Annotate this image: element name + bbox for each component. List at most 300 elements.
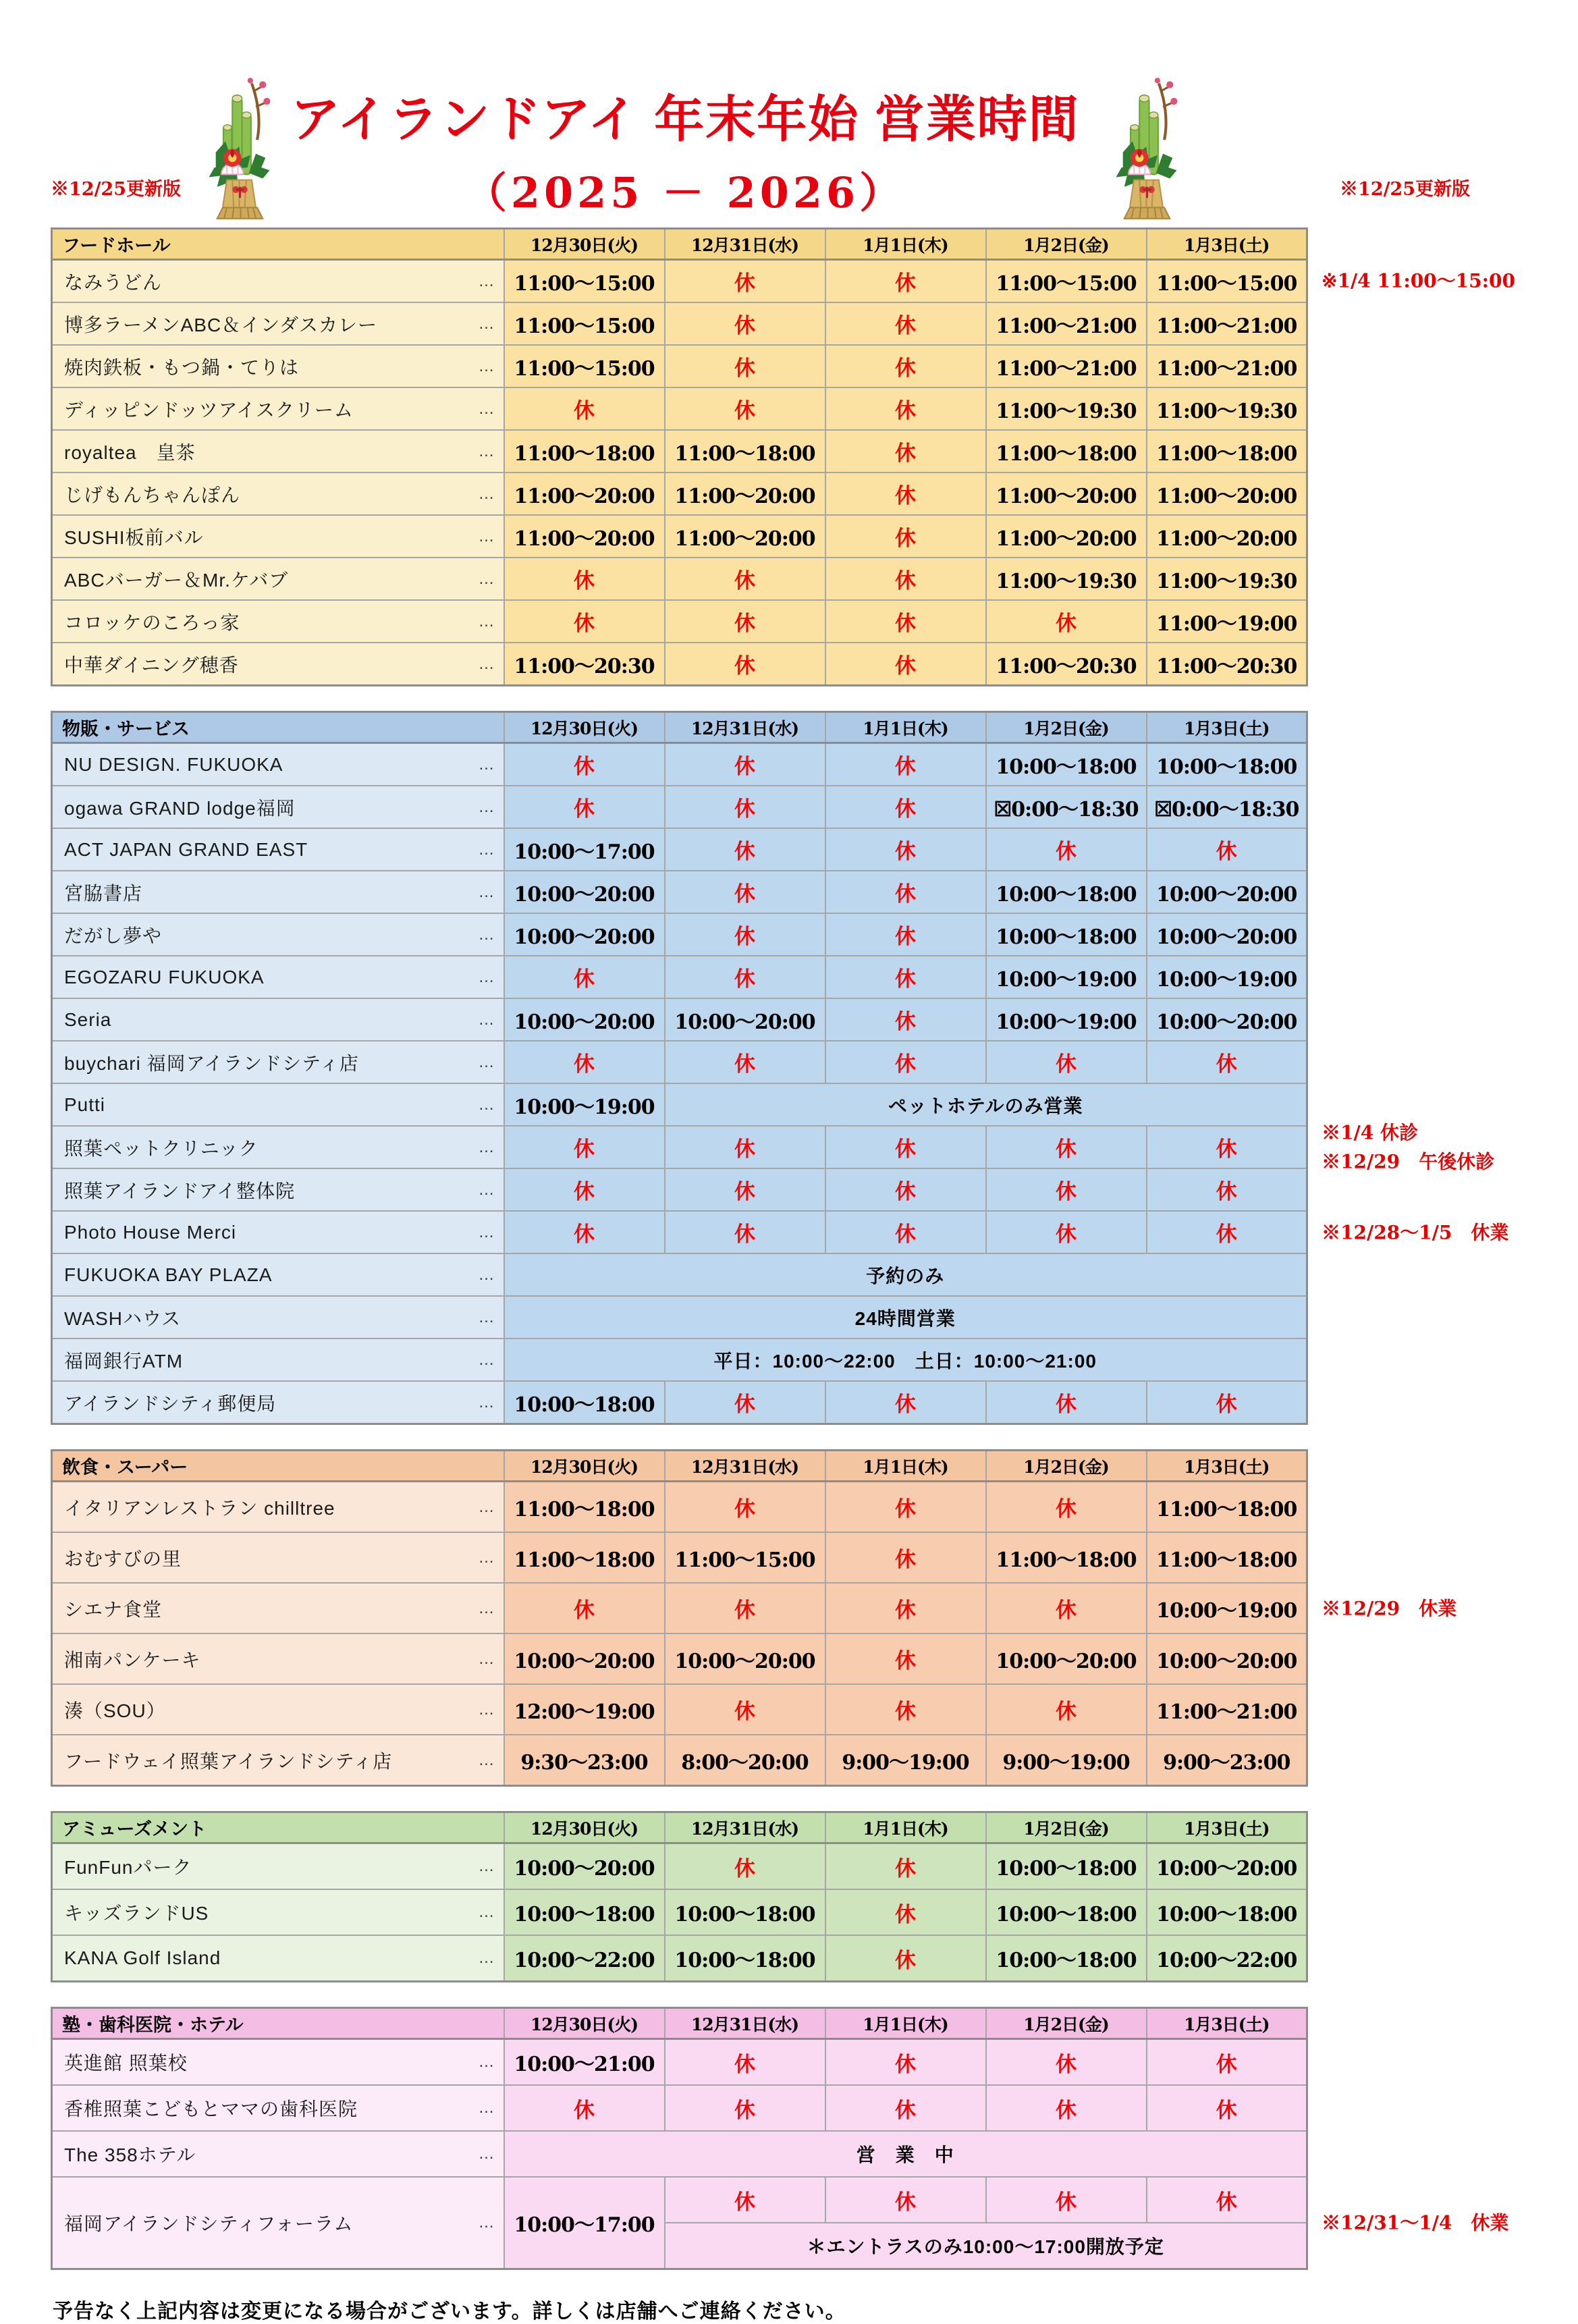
schedule-cell-closed: 休 xyxy=(825,515,986,558)
schedule-cell: 11:00～15:00 xyxy=(504,345,665,387)
schedule-cell: 10:00～18:00 xyxy=(986,1843,1147,1890)
date-column-header: 1月1日(木) xyxy=(825,1451,986,1482)
schedule-cell: 10:00～20:00 xyxy=(1147,913,1307,956)
schedule-cell: 11:00～18:00 xyxy=(504,430,665,472)
store-name xyxy=(53,1747,503,1774)
ellipsis-dots: … xyxy=(478,484,495,503)
store-name-label: 宮脇書店 xyxy=(64,882,143,904)
store-name xyxy=(53,353,503,380)
schedule-cell-closed: 休 xyxy=(1147,828,1307,871)
schedule-cell: 11:00～20:00 xyxy=(1147,472,1307,515)
date-column-header: 1月1日(木) xyxy=(825,229,986,260)
schedule-cell: 10:00～17:00 xyxy=(504,828,665,871)
schedule-cell-closed: 休 xyxy=(986,1211,1147,1253)
schedule-cell: 10:00～20:00 xyxy=(1147,871,1307,913)
date-column-header: 1月3日(土) xyxy=(1147,229,1307,260)
store-name-label: ABCバーガー＆Mr.ケバブ xyxy=(64,569,289,591)
schedule-cell-closed: 休 xyxy=(825,1041,986,1083)
schedule-cell: 11:00～18:00 xyxy=(665,430,825,472)
date-column-header: 1月2日(金) xyxy=(986,1451,1147,1482)
schedule-cell: 10:00～22:00 xyxy=(1147,1935,1307,1982)
schedule-cell-merged: ＊エントラスのみ10:00～17:00開放予定 xyxy=(665,2223,1307,2269)
schedule-cell-closed: 休 xyxy=(986,1684,1147,1735)
ellipsis-dots: … xyxy=(478,1497,495,1516)
schedule-cell-merged: ペットホテルのみ営業 xyxy=(665,1083,1307,1126)
schedule-cell: 10:00～18:00 xyxy=(986,743,1147,786)
ellipsis-dots: … xyxy=(478,2053,495,2071)
schedule-cell: 11:00～18:00 xyxy=(986,430,1147,472)
schedule-cell-closed: 休 xyxy=(825,600,986,643)
schedule-cell-closed: 休 xyxy=(665,260,825,303)
schedule-cell: 10:00～19:00 xyxy=(1147,956,1307,998)
store-name-label: WASHハウス xyxy=(64,1307,182,1329)
schedule-cell-closed: 休 xyxy=(825,387,986,430)
ellipsis-dots: … xyxy=(478,1350,495,1369)
table-row xyxy=(52,387,1307,430)
section-header-row xyxy=(52,229,1307,260)
schedule-cell-closed: 休 xyxy=(825,913,986,956)
table-row xyxy=(52,1482,1307,1533)
schedule-cell: 9:00～19:00 xyxy=(825,1735,986,1786)
store-name-cell xyxy=(52,1684,504,1735)
schedule-cell: 10:00～18:00 xyxy=(986,871,1147,913)
schedule-cell-closed: 休 xyxy=(825,1843,986,1890)
store-name-cell xyxy=(52,956,504,998)
ellipsis-dots: … xyxy=(478,1949,495,1967)
table-row xyxy=(52,1633,1307,1684)
schedule-cell-closed: 休 xyxy=(504,1168,665,1211)
schedule-cell: 8:00～20:00 xyxy=(665,1735,825,1786)
store-name-label: buychari 福岡アイランドシティ店 xyxy=(64,1052,359,1074)
store-name xyxy=(53,1899,503,1926)
schedule-cell-closed: 休 xyxy=(504,1583,665,1633)
side-note-line: ※12/31～1/4 休業 xyxy=(1322,2211,1509,2234)
side-note xyxy=(1322,2209,1508,2238)
ellipsis-dots: … xyxy=(478,797,495,816)
page-title: アイランドアイ 年末年始 営業時間 xyxy=(290,91,1080,147)
schedule-cell: 10:00～20:00 xyxy=(504,913,665,956)
ellipsis-dots: … xyxy=(478,1750,495,1769)
store-name-label: SUSHI板前バル xyxy=(64,526,204,548)
date-column-header: 1月1日(木) xyxy=(825,712,986,743)
store-name-label: FUKUOKA BAY PLAZA xyxy=(64,1264,273,1285)
schedule-cell: 10:00～20:00 xyxy=(1147,1843,1307,1890)
table-row xyxy=(52,302,1307,345)
schedule-cell-closed: 休 xyxy=(665,558,825,600)
store-name xyxy=(53,1304,503,1331)
table-row xyxy=(52,1381,1307,1424)
section-header-row xyxy=(52,2008,1307,2039)
table-row xyxy=(52,1168,1307,1211)
ellipsis-dots: … xyxy=(478,1137,495,1156)
date-column-header: 1月2日(金) xyxy=(986,2008,1147,2039)
store-name xyxy=(53,1595,503,1622)
store-name xyxy=(53,921,503,948)
schedule-cell-closed: 休 xyxy=(665,1168,825,1211)
schedule-cell: 9:00～23:00 xyxy=(1147,1735,1307,1786)
store-name-label: ACT JAPAN GRAND EAST xyxy=(64,838,308,860)
schedule-cell: 10:00～20:00 xyxy=(1147,1633,1307,1684)
schedule-cell: ☒0:00～18:30 xyxy=(986,786,1147,828)
schedule-cell-merged: 予約のみ xyxy=(504,1253,1307,1296)
schedule-cell: 10:00～18:00 xyxy=(986,913,1147,956)
store-name xyxy=(53,1134,503,1161)
schedule-cell: 11:00～18:00 xyxy=(1147,1532,1307,1583)
ellipsis-dots: … xyxy=(478,314,495,333)
table-row xyxy=(52,786,1307,828)
store-name xyxy=(53,608,503,635)
store-name-label: 英進館 照葉校 xyxy=(64,2053,188,2074)
store-name xyxy=(53,1222,503,1243)
schedule-cell-closed: 休 xyxy=(825,1168,986,1211)
date-column-header: 12月31日(水) xyxy=(665,1451,825,1482)
ellipsis-dots: … xyxy=(478,1903,495,1921)
schedule-cell-closed: 休 xyxy=(986,828,1147,871)
schedule-cell-closed: 休 xyxy=(1147,1381,1307,1424)
date-column-header: 1月1日(木) xyxy=(825,2008,986,2039)
table-row xyxy=(52,1253,1307,1296)
store-name-cell xyxy=(52,1253,504,1296)
schedule-cell: 11:00～18:00 xyxy=(504,1482,665,1533)
schedule-cell-closed: 休 xyxy=(665,2177,825,2223)
schedule-cell: 11:00～18:00 xyxy=(1147,1482,1307,1533)
store-name xyxy=(53,566,503,593)
store-name xyxy=(53,1389,503,1416)
schedule-cell: 10:00～18:00 xyxy=(665,1889,825,1935)
store-name xyxy=(53,2049,503,2076)
section-title: フードホール xyxy=(52,229,504,260)
store-name xyxy=(53,1347,503,1374)
table-row xyxy=(52,1296,1307,1339)
schedule-sections xyxy=(0,227,1578,2270)
schedule-cell: 10:00～20:00 xyxy=(665,1633,825,1684)
store-name-cell xyxy=(52,1339,504,1381)
side-note-line: ※12/29 休業 xyxy=(1322,1596,1457,1619)
store-name xyxy=(53,967,503,988)
store-name-label: フードウェイ照葉アイランドシティ店 xyxy=(64,1750,393,1772)
schedule-cell-closed: 休 xyxy=(665,2039,825,2086)
date-column-header: 1月3日(土) xyxy=(1147,712,1307,743)
store-name-cell xyxy=(52,743,504,786)
store-name xyxy=(53,1049,503,1076)
table-row xyxy=(52,1684,1307,1735)
schedule-cell: 10:00～18:00 xyxy=(504,1381,665,1424)
date-column-header: 1月1日(木) xyxy=(825,1812,986,1843)
ellipsis-dots: … xyxy=(478,1265,495,1284)
schedule-cell-closed: 休 xyxy=(825,472,986,515)
schedule-cell-closed: 休 xyxy=(825,828,986,871)
store-name-cell xyxy=(52,913,504,956)
schedule-cell: 11:00～18:00 xyxy=(986,1532,1147,1583)
schedule-cell: 11:00～20:00 xyxy=(665,515,825,558)
schedule-cell-closed: 休 xyxy=(665,871,825,913)
schedule-cell: 10:00～19:00 xyxy=(986,956,1147,998)
table-row xyxy=(52,871,1307,913)
ellipsis-dots: … xyxy=(478,925,495,944)
schedule-cell: 11:00～19:30 xyxy=(1147,558,1307,600)
schedule-cell-closed: 休 xyxy=(825,1532,986,1583)
schedule-cell-closed: 休 xyxy=(504,956,665,998)
schedule-cell: 11:00～19:30 xyxy=(986,558,1147,600)
schedule-cell-closed: 休 xyxy=(986,2177,1147,2223)
store-name-label: 照葉アイランドアイ整体院 xyxy=(64,1180,296,1201)
store-name-cell xyxy=(52,1296,504,1339)
store-name-label: Seria xyxy=(64,1008,112,1030)
schedule-cell-closed: 休 xyxy=(825,998,986,1041)
store-name-cell xyxy=(52,1168,504,1211)
store-name xyxy=(53,1009,503,1031)
table-row xyxy=(52,515,1307,558)
section-table xyxy=(51,227,1308,686)
store-name-label: コロッケのころっ家 xyxy=(64,612,240,633)
store-name-label: シエナ食堂 xyxy=(64,1598,163,1620)
store-name-cell xyxy=(52,998,504,1041)
store-name-label: ogawa GRAND lodge福岡 xyxy=(64,797,296,819)
schedule-cell: 11:00～21:00 xyxy=(986,345,1147,387)
ellipsis-dots: … xyxy=(478,356,495,375)
section-table xyxy=(51,1811,1308,1982)
schedule-cell: 10:00～20:00 xyxy=(504,1633,665,1684)
date-column-header: 12月30日(火) xyxy=(504,229,665,260)
store-name-cell xyxy=(52,600,504,643)
schedule-cell-closed: 休 xyxy=(504,1041,665,1083)
schedule-cell-closed: 休 xyxy=(986,1126,1147,1168)
table-row xyxy=(52,1935,1307,1982)
table-row xyxy=(52,260,1307,303)
ellipsis-dots: … xyxy=(478,1857,495,1875)
store-name xyxy=(53,879,503,906)
schedule-cell: 10:00～20:00 xyxy=(504,1843,665,1890)
store-name-cell xyxy=(52,387,504,430)
store-name-cell xyxy=(52,1126,504,1168)
store-name-label: じげもんちゃんぽん xyxy=(64,484,241,506)
side-note xyxy=(1322,1218,1508,1247)
schedule-cell-closed: 休 xyxy=(825,743,986,786)
ellipsis-dots: … xyxy=(478,2213,495,2232)
schedule-cell-closed: 休 xyxy=(986,600,1147,643)
ellipsis-dots: … xyxy=(478,526,495,545)
date-column-header: 1月3日(土) xyxy=(1147,2008,1307,2039)
table-row xyxy=(52,913,1307,956)
section-table xyxy=(51,711,1308,1425)
section-header-row xyxy=(52,1812,1307,1843)
schedule-cell: 10:00～21:00 xyxy=(504,2039,665,2086)
store-name xyxy=(53,2095,503,2122)
store-name-cell xyxy=(52,1211,504,1253)
schedule-cell-closed: 休 xyxy=(504,786,665,828)
schedule-cell-closed: 休 xyxy=(825,1583,986,1633)
store-name-cell xyxy=(52,1889,504,1935)
schedule-cell: 9:00～19:00 xyxy=(986,1735,1147,1786)
ellipsis-dots: … xyxy=(478,1649,495,1668)
schedule-cell-closed: 休 xyxy=(986,1381,1147,1424)
schedule-cell: 10:00～20:00 xyxy=(986,1633,1147,1684)
store-name xyxy=(53,268,503,295)
table-row xyxy=(52,1211,1307,1253)
store-name-label: 中華ダイニング穂香 xyxy=(64,654,239,676)
section-title: 飲食・スーパー xyxy=(52,1451,504,1482)
table-row xyxy=(52,430,1307,472)
store-name xyxy=(53,1264,503,1286)
schedule-cell-closed: 休 xyxy=(825,260,986,303)
ellipsis-dots: … xyxy=(478,569,495,588)
kadomatsu-decoration-icon xyxy=(1108,71,1186,223)
ellipsis-dots: … xyxy=(478,1548,495,1567)
store-name-cell xyxy=(52,515,504,558)
schedule-cell-closed: 休 xyxy=(504,558,665,600)
ellipsis-dots: … xyxy=(478,612,495,630)
date-column-header: 1月3日(土) xyxy=(1147,1451,1307,1482)
store-name-label: おむすびの里 xyxy=(64,1548,182,1569)
side-note-line: ※12/28～1/5 休業 xyxy=(1322,1220,1509,1243)
date-column-header: 12月30日(火) xyxy=(504,1451,665,1482)
date-column-header: 12月31日(水) xyxy=(665,2008,825,2039)
schedule-cell-closed: 休 xyxy=(1147,2085,1307,2131)
schedule-cell: 10:00～20:00 xyxy=(504,998,665,1041)
table-row xyxy=(52,345,1307,387)
store-name-cell xyxy=(52,2039,504,2086)
schedule-cell: 11:00～19:30 xyxy=(986,387,1147,430)
schedule-cell-closed: 休 xyxy=(665,345,825,387)
store-name-cell xyxy=(52,430,504,472)
date-column-header: 12月31日(水) xyxy=(665,229,825,260)
poster-header xyxy=(0,0,1578,227)
schedule-cell-closed: 休 xyxy=(1147,1211,1307,1253)
side-note-line: ※1/4 休診 xyxy=(1322,1121,1418,1144)
schedule-cell: 10:00～22:00 xyxy=(504,1935,665,1982)
table-row xyxy=(52,956,1307,998)
store-name-cell xyxy=(52,871,504,913)
schedule-cell: 10:00～20:00 xyxy=(665,998,825,1041)
store-name xyxy=(53,396,503,423)
store-name-cell xyxy=(52,643,504,686)
schedule-cell: 10:00～18:00 xyxy=(986,1935,1147,1982)
store-name-label: 湊（SOU） xyxy=(64,1700,166,1721)
ellipsis-dots: … xyxy=(478,840,495,859)
section-table xyxy=(51,1449,1308,1787)
store-name-label: FunFunパーク xyxy=(64,1857,192,1878)
section-title: アミューズメント xyxy=(52,1812,504,1843)
schedule-cell-closed: 休 xyxy=(986,2039,1147,2086)
schedule-cell-closed: 休 xyxy=(825,1381,986,1424)
schedule-cell: 11:00～15:00 xyxy=(1147,260,1307,303)
store-name-label: 香椎照葉こどもとママの歯科医院 xyxy=(64,2099,358,2119)
table-row xyxy=(52,558,1307,600)
ellipsis-dots: … xyxy=(478,1010,495,1029)
schedule-cell-closed: 休 xyxy=(665,600,825,643)
store-name xyxy=(53,523,503,550)
table-row xyxy=(52,2039,1307,2086)
table-row xyxy=(52,1126,1307,1168)
ellipsis-dots: … xyxy=(478,1307,495,1326)
ellipsis-dots: … xyxy=(478,1180,495,1199)
store-name-cell xyxy=(52,260,504,303)
schedule-cell-closed: 休 xyxy=(665,1381,825,1424)
schedule-cell-closed: 休 xyxy=(825,1889,986,1935)
ellipsis-dots: … xyxy=(478,882,495,901)
schedule-cell-closed: 休 xyxy=(504,387,665,430)
schedule-cell: 11:00～15:00 xyxy=(665,1532,825,1583)
store-name-cell xyxy=(52,2085,504,2131)
schedule-cell-closed: 休 xyxy=(504,743,665,786)
footer-disclaimer: 予告なく上記内容は変更になる場合がございます。詳しくは店舗へご連絡ください。 xyxy=(53,2300,846,2323)
ellipsis-dots: … xyxy=(478,399,495,418)
schedule-cell-closed: 休 xyxy=(825,1633,986,1684)
side-note-line: ※1/4 11:00～15:00 xyxy=(1322,269,1515,292)
schedule-cell-closed: 休 xyxy=(825,2085,986,2131)
schedule-cell-closed: 休 xyxy=(825,2039,986,2086)
store-name-label: キッズランドUS xyxy=(64,1903,209,1924)
store-name xyxy=(53,1544,503,1571)
schedule-cell: 11:00～20:00 xyxy=(504,472,665,515)
store-name-label: 博多ラーメンABC＆インダスカレー xyxy=(64,314,378,335)
section-title: 塾・歯科医院・ホテル xyxy=(52,2008,504,2039)
ellipsis-dots: … xyxy=(478,2099,495,2117)
schedule-cell-closed: 休 xyxy=(665,643,825,686)
store-name xyxy=(53,438,503,465)
section-table xyxy=(51,2007,1308,2270)
schedule-cell-closed: 休 xyxy=(825,1126,986,1168)
store-name xyxy=(53,1094,503,1116)
date-column-header: 12月31日(水) xyxy=(665,1812,825,1843)
schedule-cell-closed: 休 xyxy=(825,302,986,345)
schedule-cell: 11:00～20:30 xyxy=(504,643,665,686)
ellipsis-dots: … xyxy=(478,2144,495,2163)
schedule-cell: 10:00～18:00 xyxy=(1147,1889,1307,1935)
date-column-header: 12月30日(火) xyxy=(504,712,665,743)
schedule-cell-closed: 休 xyxy=(665,1482,825,1533)
schedule-cell: 11:00～18:00 xyxy=(1147,430,1307,472)
store-name xyxy=(53,1696,503,1723)
schedule-cell-closed: 休 xyxy=(825,430,986,472)
store-name xyxy=(53,2140,503,2167)
store-name-label: Putti xyxy=(64,1093,106,1115)
schedule-cell-merged: 平日：10:00～22:00 土日：10:00～21:00 xyxy=(504,1339,1307,1381)
store-name-label: Photo House Merci xyxy=(64,1221,237,1243)
table-row xyxy=(52,828,1307,871)
schedule-cell: 10:00～18:00 xyxy=(986,1889,1147,1935)
schedule-cell: 11:00～20:00 xyxy=(665,472,825,515)
ellipsis-dots: … xyxy=(478,1222,495,1241)
store-name-label: 湘南パンケーキ xyxy=(64,1649,201,1671)
schedule-cell-closed: 休 xyxy=(986,1482,1147,1533)
schedule-cell: 11:00～15:00 xyxy=(986,260,1147,303)
table-row xyxy=(52,998,1307,1041)
schedule-cell-closed: 休 xyxy=(665,913,825,956)
schedule-cell-closed: 休 xyxy=(825,643,986,686)
schedule-cell-closed: 休 xyxy=(1147,2177,1307,2223)
schedule-cell: 11:00～20:00 xyxy=(986,515,1147,558)
schedule-cell: 11:00～20:30 xyxy=(1147,643,1307,686)
schedule-cell-closed: 休 xyxy=(1147,1168,1307,1211)
date-column-header: 12月30日(火) xyxy=(504,1812,665,1843)
store-name xyxy=(53,754,503,776)
schedule-cell-closed: 休 xyxy=(986,1168,1147,1211)
schedule-cell-closed: 休 xyxy=(665,828,825,871)
store-name-cell xyxy=(52,2131,504,2177)
store-name-cell xyxy=(52,1935,504,1982)
table-row xyxy=(52,2131,1307,2177)
store-name-cell xyxy=(52,1041,504,1083)
side-note-line: ※12/29 午後休診 xyxy=(1322,1150,1495,1173)
schedule-cell-closed: 休 xyxy=(825,871,986,913)
schedule-cell-closed: 休 xyxy=(665,786,825,828)
schedule-cell-closed: 休 xyxy=(665,1583,825,1633)
schedule-cell-closed: 休 xyxy=(1147,1041,1307,1083)
store-name-cell xyxy=(52,472,504,515)
store-name-label: KANA Golf Island xyxy=(64,1947,221,1968)
schedule-cell: 10:00～20:00 xyxy=(504,871,665,913)
